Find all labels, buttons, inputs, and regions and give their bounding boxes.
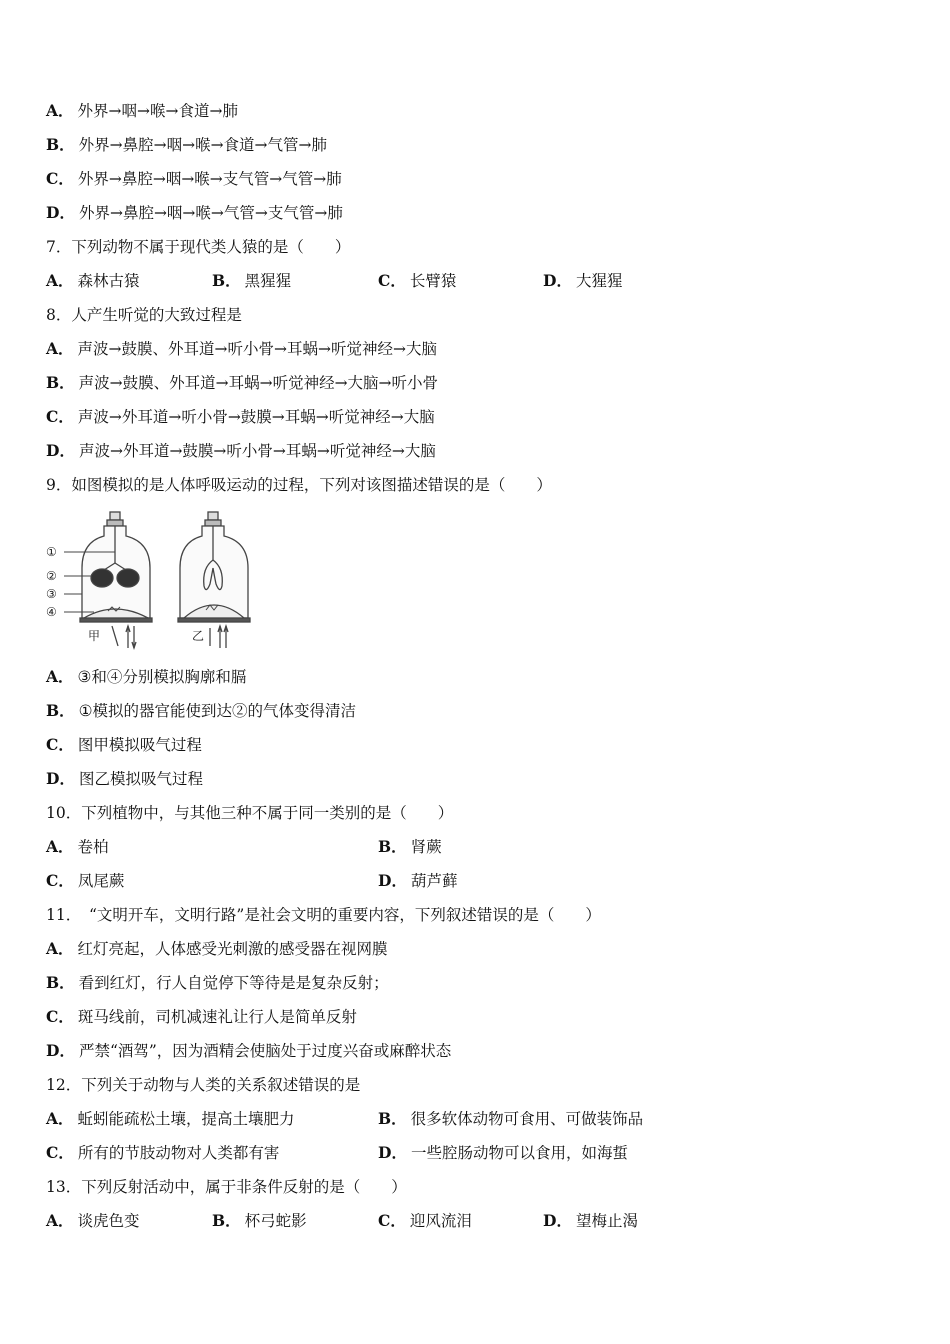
q13-option-a: A． 谈虎色变 (46, 1211, 140, 1230)
q11-option-d: D． 严禁“酒驾”，因为酒精会使脑处于过度兴奋或麻醉状态 (46, 1041, 452, 1060)
q8-stem: 8．人产生听觉的大致过程是 (46, 306, 242, 324)
q11-option-b: B． 看到红灯，行人自觉停下等待是是复杂反射； (46, 973, 389, 992)
q9-option-c: C． 图甲模拟吸气过程 (46, 735, 202, 754)
q7-stem: 7．下列动物不属于现代类人猿的是（ ） (46, 238, 351, 256)
q7-option-a: A． 森林古猿 (46, 271, 140, 290)
q13-option-d: D． 望梅止渴 (543, 1211, 638, 1230)
figure-caption-jia: 甲 (88, 629, 101, 643)
q12-option-d: D． 一些腔肠动物可以食用，如海蜇 (378, 1143, 628, 1162)
q11-stem: 11． “文明开车，文明行路”是社会文明的重要内容，下列叙述错误的是（ ） (46, 906, 601, 924)
figure-marker-4: ④ (46, 605, 57, 619)
bell-jar-yi (178, 512, 250, 648)
figure-marker-2: ② (46, 569, 57, 583)
q6-option-c: C． 外界→鼻腔→咽→喉→支气管→气管→肺 (46, 169, 342, 188)
q11-option-a: A． 红灯亮起，人体感受光刺激的感受器在视网膜 (46, 939, 388, 958)
q13-option-c: C． 迎风流泪 (378, 1211, 472, 1230)
q12-option-b: B． 很多软体动物可食用、可做装饰品 (378, 1109, 644, 1128)
q9-option-b: B． ①模拟的器官能使到达②的气体变得清洁 (46, 701, 357, 720)
q8-option-a: A． 声波→鼓膜、外耳道→听小骨→耳蜗→听觉神经→大脑 (46, 339, 437, 358)
q10-option-d: D． 葫芦藓 (378, 871, 458, 890)
q9-stem: 9．如图模拟的是人体呼吸运动的过程，下列对该图描述错误的是（ ） (46, 476, 552, 494)
q9-option-d: D． 图乙模拟吸气过程 (46, 769, 203, 788)
q6-option-d: D． 外界→鼻腔→咽→喉→气管→支气管→肺 (46, 203, 343, 222)
q8-option-d: D． 声波→外耳道→鼓膜→听小骨→耳蜗→听觉神经→大脑 (46, 441, 436, 460)
q6-option-a: A． 外界→咽→喉→食道→肺 (46, 101, 238, 120)
figure-marker-1: ① (46, 545, 57, 559)
q6-option-b: B． 外界→鼻腔→咽→喉→食道→气管→肺 (46, 135, 328, 154)
q11-option-c: C． 斑马线前，司机减速礼让行人是简单反射 (46, 1007, 357, 1026)
bell-jar-jia (80, 512, 152, 648)
q13-stem: 13．下列反射活动中，属于非条件反射的是（ ） (46, 1178, 407, 1196)
q8-option-b: B． 声波→鼓膜、外耳道→耳蜗→听觉神经→大脑→听小骨 (46, 373, 439, 392)
q12-option-c: C． 所有的节肢动物对人类都有害 (46, 1143, 280, 1162)
figure-marker-3: ③ (46, 587, 57, 601)
q8-option-c: C． 声波→外耳道→听小骨→鼓膜→耳蜗→听觉神经→大脑 (46, 407, 435, 426)
q7-option-c: C． 长臂猿 (378, 271, 457, 290)
q7-option-b: B． 黑猩猩 (212, 271, 292, 290)
q10-option-b: B． 肾蕨 (378, 837, 442, 856)
q10-option-a: A． 卷柏 (46, 837, 109, 856)
figure-caption-yi: 乙 (192, 629, 205, 643)
q9-option-a: A． ③和④分别模拟胸廓和膈 (46, 667, 247, 686)
q10-stem: 10．下列植物中，与其他三种不属于同一类别的是（ ） (46, 804, 454, 822)
q12-option-a: A． 蚯蚓能疏松土壤，提高土壤肥力 (46, 1109, 295, 1128)
q13-option-b: B． 杯弓蛇影 (212, 1211, 307, 1230)
q10-option-c: C． 凤尾蕨 (46, 871, 125, 890)
respiration-model-figure (44, 508, 264, 658)
q7-option-d: D． 大猩猩 (543, 271, 623, 290)
q12-stem: 12．下列关于动物与人类的关系叙述错误的是 (46, 1076, 361, 1094)
